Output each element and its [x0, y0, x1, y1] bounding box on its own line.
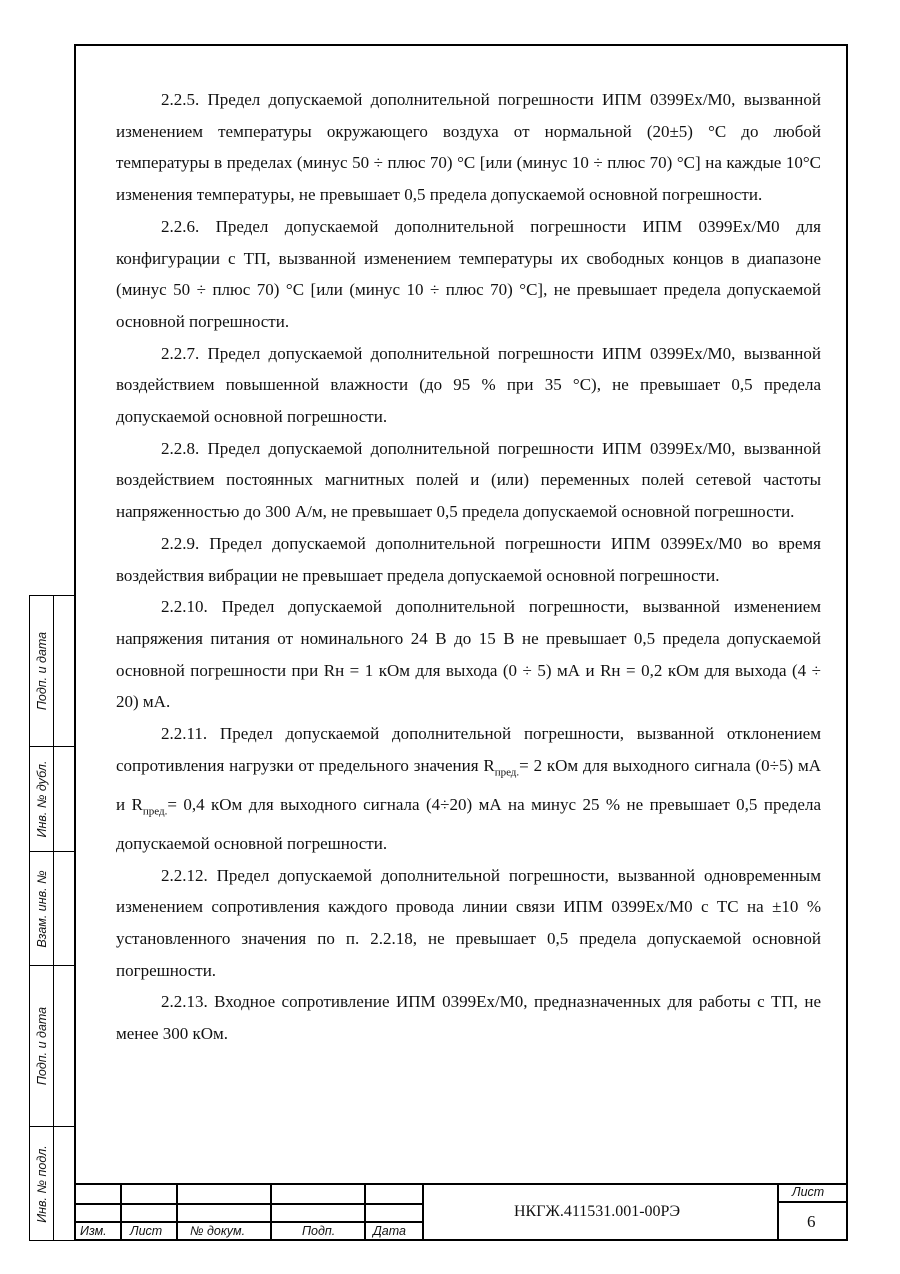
paragraph-2-2-11-part-a: 2.2.11. Предел допускаемой дополнительной погрешности, вызванной отклонением сопротивления нагрузки от предельного значения R [116, 724, 821, 775]
sheet-label: Лист [792, 1185, 825, 1199]
paragraph-2-2-5: 2.2.5. Предел допускаемой дополнительной погрешности ИПМ 0399Ex/М0, вызванной изменением температуры окружающего воздуха от нормальной (20±5) °С до любой температуры в пределах (минус 50 ÷ плюс 70) °С [или (минус 10 ÷ плюс 70) °С] на каждые 10°С изменения температуры, не превышает 0,5 предела допускаемой основной погрешности. [116, 90, 821, 205]
paragraph-2-2-8: 2.2.8. Предел допускаемой дополнительной погрешности ИПМ 0399Ex/М0, вызванной воздействием постоянных магнитных полей и (или) переменных полей сетевой частоты напряженностью до 300 А/м, не превышает 0,5 предела допускаемой основной погрешности. [116, 438, 821, 522]
side-label-inv-podl: Инв. № подл. [34, 1144, 49, 1223]
sheet-number: 6 [807, 1212, 816, 1231]
title-block [74, 1183, 848, 1241]
side-cell-podp-data-2 [29, 966, 76, 1127]
paragraph-2-2-6: 2.2.6. Предел допускаемой дополнительной погрешности ИПМ 0399Ex/М0 для конфигурации с ТП, вызванной изменением температуры их свободных концов в диапазоне (минус 50 ÷ плюс 70) °С [или (минус 10 ÷ плюс 70) °С], не превышает предела допускаемой основной погрешности. [116, 216, 821, 331]
side-cell-vzam-inv [29, 852, 76, 966]
side-label-vzam-inv: Взам. инв. № [34, 869, 49, 948]
paragraph-2-2-11-part-b: = 2 кОм для выходного сигнала (0÷5) мА и R [116, 755, 821, 814]
side-cell-inv-dubl [29, 747, 76, 852]
paragraph-2-2-11 [116, 718, 821, 860]
page-frame [74, 44, 848, 1241]
stamp-caption-list: Лист [130, 1224, 163, 1238]
document-number: НКГЖ.411531.001-00РЭ [514, 1203, 681, 1220]
side-label-podp-data-2: Подп. и дата [34, 1006, 49, 1086]
paragraph-2-2-11-part-c: = 0,4 кОм для выходного сигнала (4÷20) мА на минус 25 % не превышает 0,5 предела допускаемой основной погрешности. [116, 794, 821, 853]
side-stamp-column [29, 595, 76, 1241]
paragraph-2-2-13: 2.2.13. Входное сопротивление ИПМ 0399Ex/М0, предназначенных для работы с ТП, не менее 300 кОм. [116, 992, 821, 1044]
subscript-pred-2: пред. [142, 805, 168, 818]
subscript-pred-1: пред. [494, 766, 520, 779]
side-label-inv-dubl: Инв. № дубл. [34, 760, 49, 838]
stamp-caption-dokum: № докум. [190, 1224, 246, 1238]
side-label-podp-data-1: Подп. и дата [34, 631, 49, 711]
side-cell-inv-podl [29, 1127, 76, 1241]
paragraph-2-2-12: 2.2.12. Предел допускаемой дополнительной погрешности, вызванной одновременным изменением сопротивления каждого провода линии связи ИПМ 0399Ex/М0 с ТС на ±10 % установленного значения по п. 2.2.18, не превышает 0,5 предела допускаемой основной погрешности. [116, 865, 821, 980]
stamp-caption-izm: Изм. [80, 1224, 107, 1238]
side-cell-podp-data-1 [29, 595, 76, 747]
paragraph-2-2-9: 2.2.9. Предел допускаемой дополнительной погрешности ИПМ 0399Ex/М0 во время воздействия вибрации не превышает предела допускаемой основной погрешности. [116, 533, 821, 585]
stamp-caption-podp: Подп. [302, 1224, 336, 1238]
paragraph-2-2-7: 2.2.7. Предел допускаемой дополнительной погрешности ИПМ 0399Ex/М0, вызванной воздействием повышенной влажности (до 95 % при 35 °С), не превышает 0,5 предела допускаемой основной погрешности. [116, 343, 821, 427]
paragraph-2-2-10: 2.2.10. Предел допускаемой дополнительной погрешности, вызванной изменением напряжения питания от номинального 24 В до 15 В не превышает 0,5 предела допускаемой основной погрешности при Rн = 1 кОм для выхода (0 ÷ 5) мА и Rн = 0,2 кОм для выхода (4 ÷ 20) мА. [116, 597, 821, 712]
document-body [116, 84, 821, 1050]
stamp-caption-data: Дата [373, 1224, 406, 1238]
